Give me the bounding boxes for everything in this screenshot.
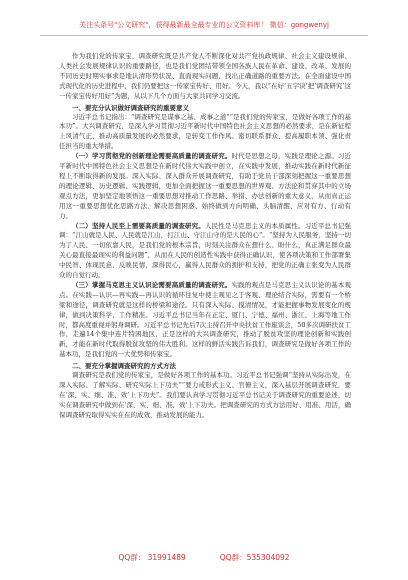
paragraph-lead: （二）坚持人民至上需要高质量的调查研究。 [72, 221, 205, 230]
body-paragraph [59, 152, 351, 221]
paragraph-lead: （一）学习贯彻党的创新理论需要高质量的调查研究。 [72, 152, 232, 161]
footer-qq-group-1: QQ群： 31991489 [118, 553, 186, 562]
document-body [59, 52, 351, 540]
body-paragraph [59, 222, 351, 281]
paragraph-text: 习近平总书记指出：“调查研究是谋事之基、成事之道”“是我们党的传家宝，是做好各项工作的基本功”。大兴调查研究，是深入学习贯彻习近平新时代中国特色社会主义思想的必然要求，是在新征程上风清气正、推动高质量发展的必然要求，是转变工作作风、密切联系群众、提高履职本领、强化责任担当的重大举措。 [59, 112, 351, 151]
paragraph-text: 调查研究是我们党的传家宝，是做好各项工作的基本功。习近平总书记强调“坚持从实际出发，在深入实际、了解实际、研究实际上下功夫”“要力戒形式主义、官僚主义，深入基层开展调查研究，要在‘深、实、细、准、效’上下功夫”。我们要认真学习贯彻习近平总书记关于调查研究的重要论述，切实在调查研究中做到在‘深、实、细、准、效’上下功夫。把调查研究的方式方法用好、用准、用活，确保调查研究取得实实在在的成效，推动发展的能力。 [59, 371, 351, 419]
paragraph-text: 实践的观点是马克思主义认识论的基本观点。在实践—认识—再实践—再认识的循环往复中使主观见之于客观、理论结合实际，需要有一个桥梁和途径，调查研究就是这样的桥梁和途径。只有深入实际、摸清情况，才能把握事物发展变化的规律，做到决策科学、工作精准。习近平总书记当年在正定、厦门、宁德、福州、浙江、上海等地工作时，都高度重视并躬身调研。习近平总书记先后7次主持召开中央扶贫工作座谈会，50多次调研扶贫工作，走遍14个集中连片特困地区，正是这样的大兴调查研究，推动了脱贫攻坚的理论创新和实践创新，才能在新时代取得脱贫攻坚的伟大胜利。这样的鲜活实践告诉我们，调查研究是做好各项工作的基本功，是我们党的一大优势和传家宝。 [59, 280, 351, 359]
section-heading: 二、要充分掌握调查研究的方式方法 [72, 362, 176, 371]
paragraph-text: 人民性是马克思主义的本质属性。习近平总书记强调：“江山就是人民、人民就是江山，打江山、守江山守的是人民的心”。“坚持为人民服务，坚持一切为了人民、一切依靠人民，是我们党的根本宗旨，时刻关注群众在想什么、盼什么，真正满足群众最关心最直接最现实的利益问题”，从而在人民的创造性实践中获得正确认识，使各项决策和工作部署集中民智、体现民意、反映民情，深得民心，赢得人民群众的拥护和支持，把党的正确主张变为人民群众的自觉行动。 [59, 221, 351, 280]
paragraph-text: 时代是思想之母，实践是理论之源。习近平新时代中国特色社会主义思想是在新时代伟大实践中创立，在实践中发展，推动实践在新时代新征程上不断取得新的发展。深入实际、深入群众开展调查研究，有助于党员干部深刻把握这一重要思想的理论逻辑、历史逻辑、实践逻辑，更加全面把握这一重要思想的世界观、方法论和贯穿其中的立场观点方法，更加坚定地领悟这一重要思想对推动工作思路、举措、办法创新的重大意义，从而真正运用这一重要思想优化思路方法、解决思想困惑、始终做到方向明确、头脑清醒、应对有方、行动有力。 [59, 152, 351, 220]
intro-paragraph: 作为我们党的传家宝，调查研究既是共产党人不断深化对共产党执政规律、社会主义建设规律、人类社会发展规律认识的重要路径，也是我们党团结带领全国各族人民在革命、建设、改革、发展的不同历史时期实事求是地认清形势状况、直面现实问题、找出正确道路的重要方法。在全面建设中国式现代化的历史进程中，我们仍要把这一传家宝传好、用好。今天，我以“在好‘五字诀’把‘调查研究’这一传家宝传好用好”为题，从以下几个方面与大家共同学习交流。 [59, 52, 351, 100]
page-footer [40, 552, 368, 566]
header-notice: 关注头条号"公文研究"，获得最新最全最专业的公文资料库！ 微信：gongwenyj [79, 21, 329, 29]
footer-qq-group-2: QQ群：535304092 [219, 553, 290, 562]
page-header [40, 14, 368, 36]
section-heading: 一、要充分认识做好调查研究的重要意义 [72, 103, 189, 112]
body-paragraph [59, 113, 351, 153]
paragraph-lead: （三）掌握马克思主义认识论需要高质量的调查研究。 [72, 280, 232, 289]
header-divider [40, 35, 368, 36]
body-paragraph [59, 371, 351, 421]
body-paragraph [59, 281, 351, 360]
